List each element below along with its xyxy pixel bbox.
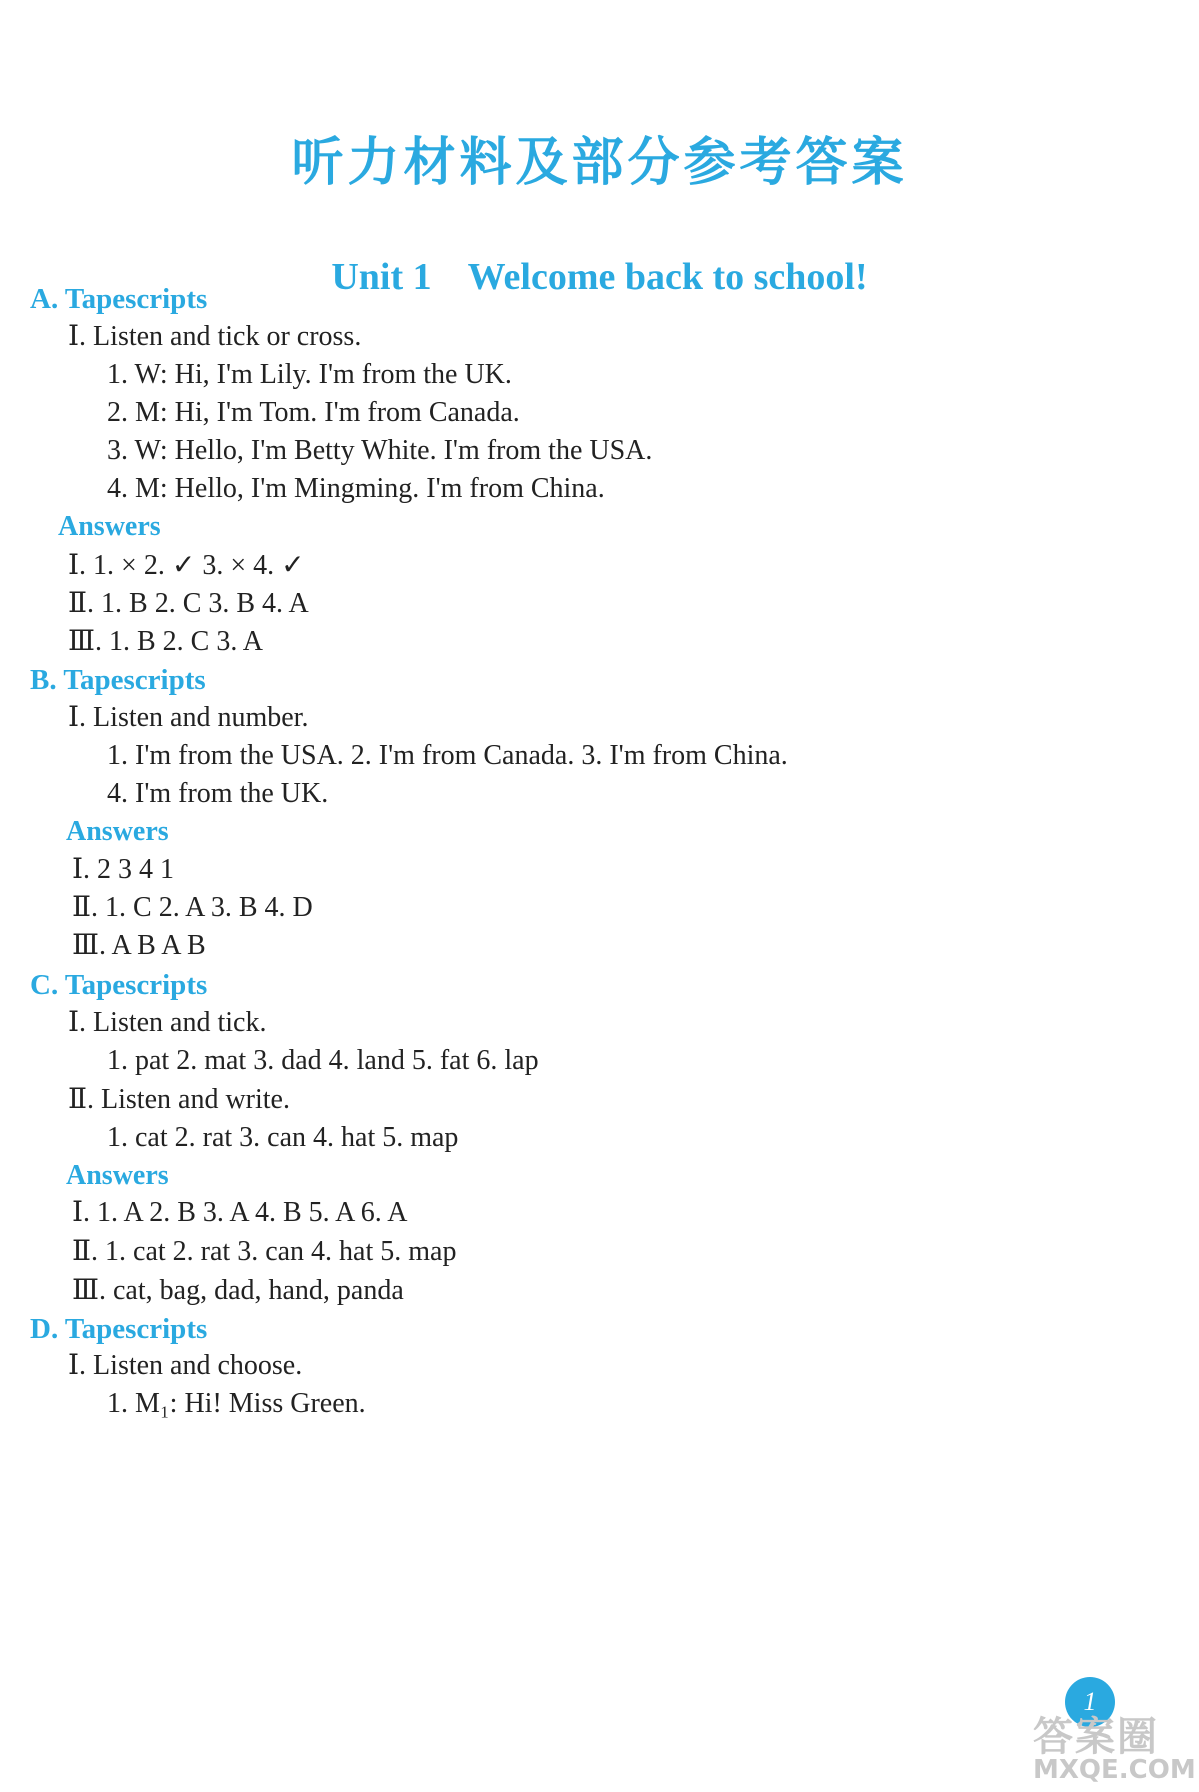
section-c-script-line: 1. pat 2. mat 3. dad 4. land 5. fat 6. lap: [107, 1045, 539, 1076]
section-c-answers-heading: Answers: [66, 1160, 169, 1191]
section-c-exercise-1-title: Ⅰ. Listen and tick.: [68, 1007, 267, 1038]
section-d-heading: D. Tapescripts: [30, 1313, 208, 1345]
section-c-heading: C. Tapescripts: [30, 969, 208, 1001]
unit-label: Unit 1: [331, 256, 432, 298]
section-b-script-line: 1. I'm from the USA. 2. I'm from Canada. 3. I'm from China.: [107, 740, 788, 771]
watermark: [1025, 1705, 1195, 1790]
section-a-answers-heading: Answers: [58, 511, 161, 542]
watermark-logo-text: 答案圈: [1033, 1714, 1159, 1760]
watermark-url-text: MXQE.COM: [1033, 1755, 1196, 1785]
page-number-badge: 1: [1065, 1677, 1115, 1727]
section-a-script-line: 3. W: Hello, I'm Betty White. I'm from the USA.: [107, 435, 653, 466]
section-a-script-line: 1. W: Hi, I'm Lily. I'm from the UK.: [107, 359, 512, 390]
section-b-answer-line: Ⅰ. 2 3 4 1: [72, 854, 175, 885]
section-a-answer-line: Ⅰ. 1. × 2. ✓ 3. × 4. ✓: [68, 550, 305, 581]
section-a-exercise-1-title: Ⅰ. Listen and tick or cross.: [68, 321, 362, 352]
section-b-answers-heading: Answers: [66, 816, 169, 847]
section-d-exercise-1-title: Ⅰ. Listen and choose.: [68, 1350, 303, 1381]
unit-name: Welcome back to school!: [467, 256, 868, 298]
section-a-heading: A. Tapescripts: [30, 283, 208, 315]
section-a-answer-line: Ⅱ. 1. B 2. C 3. B 4. A: [68, 588, 309, 619]
section-c-script-line: 1. cat 2. rat 3. can 4. hat 5. map: [107, 1122, 459, 1153]
section-d-script-line: 1. M₁: Hi! Miss Green.: [107, 1388, 366, 1419]
section-b-heading: B. Tapescripts: [30, 664, 206, 696]
section-b-exercise-1-title: Ⅰ. Listen and number.: [68, 702, 309, 733]
section-a-script-line: 4. M: Hello, I'm Mingming. I'm from China.: [107, 473, 605, 504]
section-a-answer-line: Ⅲ. 1. B 2. C 3. A: [68, 626, 264, 657]
section-a-script-line: 2. M: Hi, I'm Tom. I'm from Canada.: [107, 397, 520, 428]
section-c-answer-line: Ⅱ. 1. cat 2. rat 3. can 4. hat 5. map: [72, 1236, 457, 1267]
section-c-answer-line: Ⅲ. cat, bag, dad, hand, panda: [72, 1275, 404, 1306]
section-b-answer-line: Ⅱ. 1. C 2. A 3. B 4. D: [72, 892, 313, 923]
section-c-answer-line: Ⅰ. 1. A 2. B 3. A 4. B 5. A 6. A: [72, 1197, 408, 1228]
section-b-script-line: 4. I'm from the UK.: [107, 778, 329, 809]
section-b-answer-line: Ⅲ. A B A B: [72, 930, 206, 961]
section-c-exercise-2-title: Ⅱ. Listen and write.: [68, 1084, 290, 1115]
page-title: 听力材料及部分参考答案: [291, 133, 908, 193]
